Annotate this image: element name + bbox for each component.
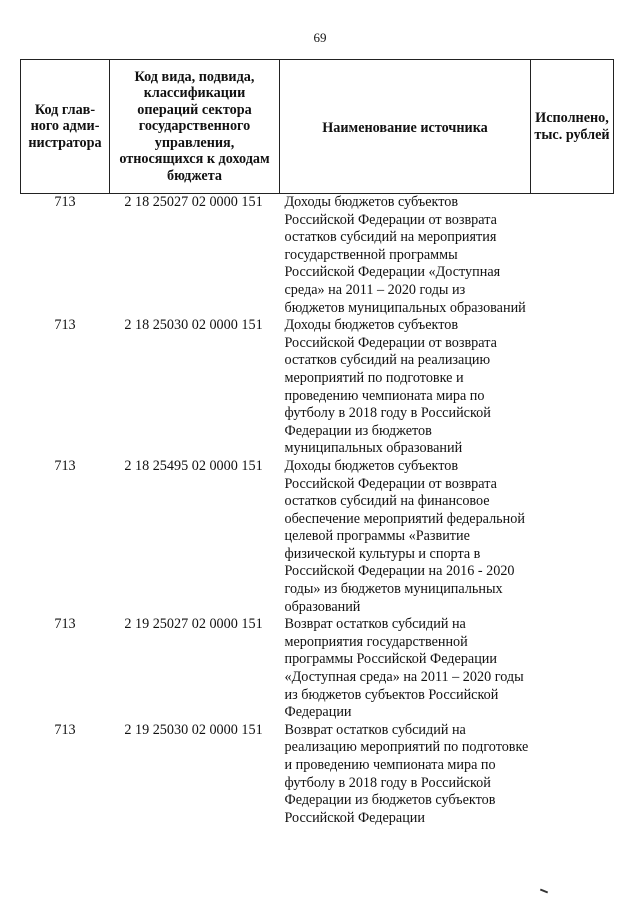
table-row [21, 317, 614, 458]
header-classification-code: Код вида, подвида, классификации операций сектора государственного управления, относящихся к доходам бюджета [110, 60, 280, 194]
admin-code-cell: 713 [54, 194, 76, 210]
admin-code-cell: 713 [54, 317, 76, 334]
classification-code-cell: 2 19 25027 02 0000 151 [124, 616, 263, 633]
executed-amount-cell [531, 458, 614, 616]
table-row [21, 616, 614, 722]
executed-amount-cell [531, 194, 614, 318]
header-row [21, 60, 614, 194]
source-name-cell: Возврат остатков субсидий на реализацию мероприятий по подготовке и проведению чемпионата мира по футболу в 2018 году в Российской Федерации из бюджетов субъектов Российской Федерации [284, 721, 529, 826]
header-executed-amount: Исполнено, тыс. рублей [531, 60, 614, 194]
table-row [21, 458, 614, 616]
header-admin-code: Код главного администратора [21, 60, 110, 194]
table-row [21, 722, 614, 828]
scan-mark [540, 889, 548, 894]
admin-code-cell: 713 [54, 721, 76, 738]
table-row [21, 194, 614, 318]
admin-code-cell: 713 [54, 616, 76, 633]
table-header [21, 60, 614, 194]
classification-code-cell: 2 19 25030 02 0000 151 [124, 721, 263, 738]
classification-code-cell: 2 18 25030 02 0000 151 [124, 317, 263, 334]
source-name-cell: Доходы бюджетов субъектов Российской Федерации от возврата остатков субсидий на реализацию мероприятий по подготовке и проведению чемпионата мира по футболу в 2018 году в Российской Федерации из бюджетов муниципальных образований [284, 317, 497, 457]
classification-code-cell: 2 18 25495 02 0000 151 [124, 457, 263, 474]
admin-code-cell: 713 [54, 457, 76, 474]
classification-code-cell: 2 18 25027 02 0000 151 [124, 194, 263, 210]
source-name-cell: Доходы бюджетов субъектов Российской Федерации от возврата остатков субсидий на мероприятия государственной программы Российской Федерации «Доступная среда» на 2011 – 2020 годы из бюджетов муниципальных образований [284, 194, 526, 316]
source-name-cell: Доходы бюджетов субъектов Российской Федерации от возврата остатков субсидий на финансовое обеспечение мероприятий федеральной целевой программы «Развитие физической культуры и спорта в Российской Федерации на 2016 - 2020 годы» из бюджетов муниципальных образований [284, 457, 525, 615]
page-number: 69 [313, 30, 327, 45]
header-source-name: Наименование источника [280, 60, 531, 194]
source-name-cell: Возврат остатков субсидий на мероприятия государственной программы Российской Федерации «Доступная среда» на 2011 – 2020 годы из бюджетов субъектов Российской Федерации [284, 616, 524, 721]
table-body [21, 194, 614, 828]
executed-amount-cell [531, 616, 614, 722]
executed-amount-cell [531, 317, 614, 458]
budget-revenue-table [20, 59, 614, 827]
executed-amount-cell [531, 722, 614, 828]
